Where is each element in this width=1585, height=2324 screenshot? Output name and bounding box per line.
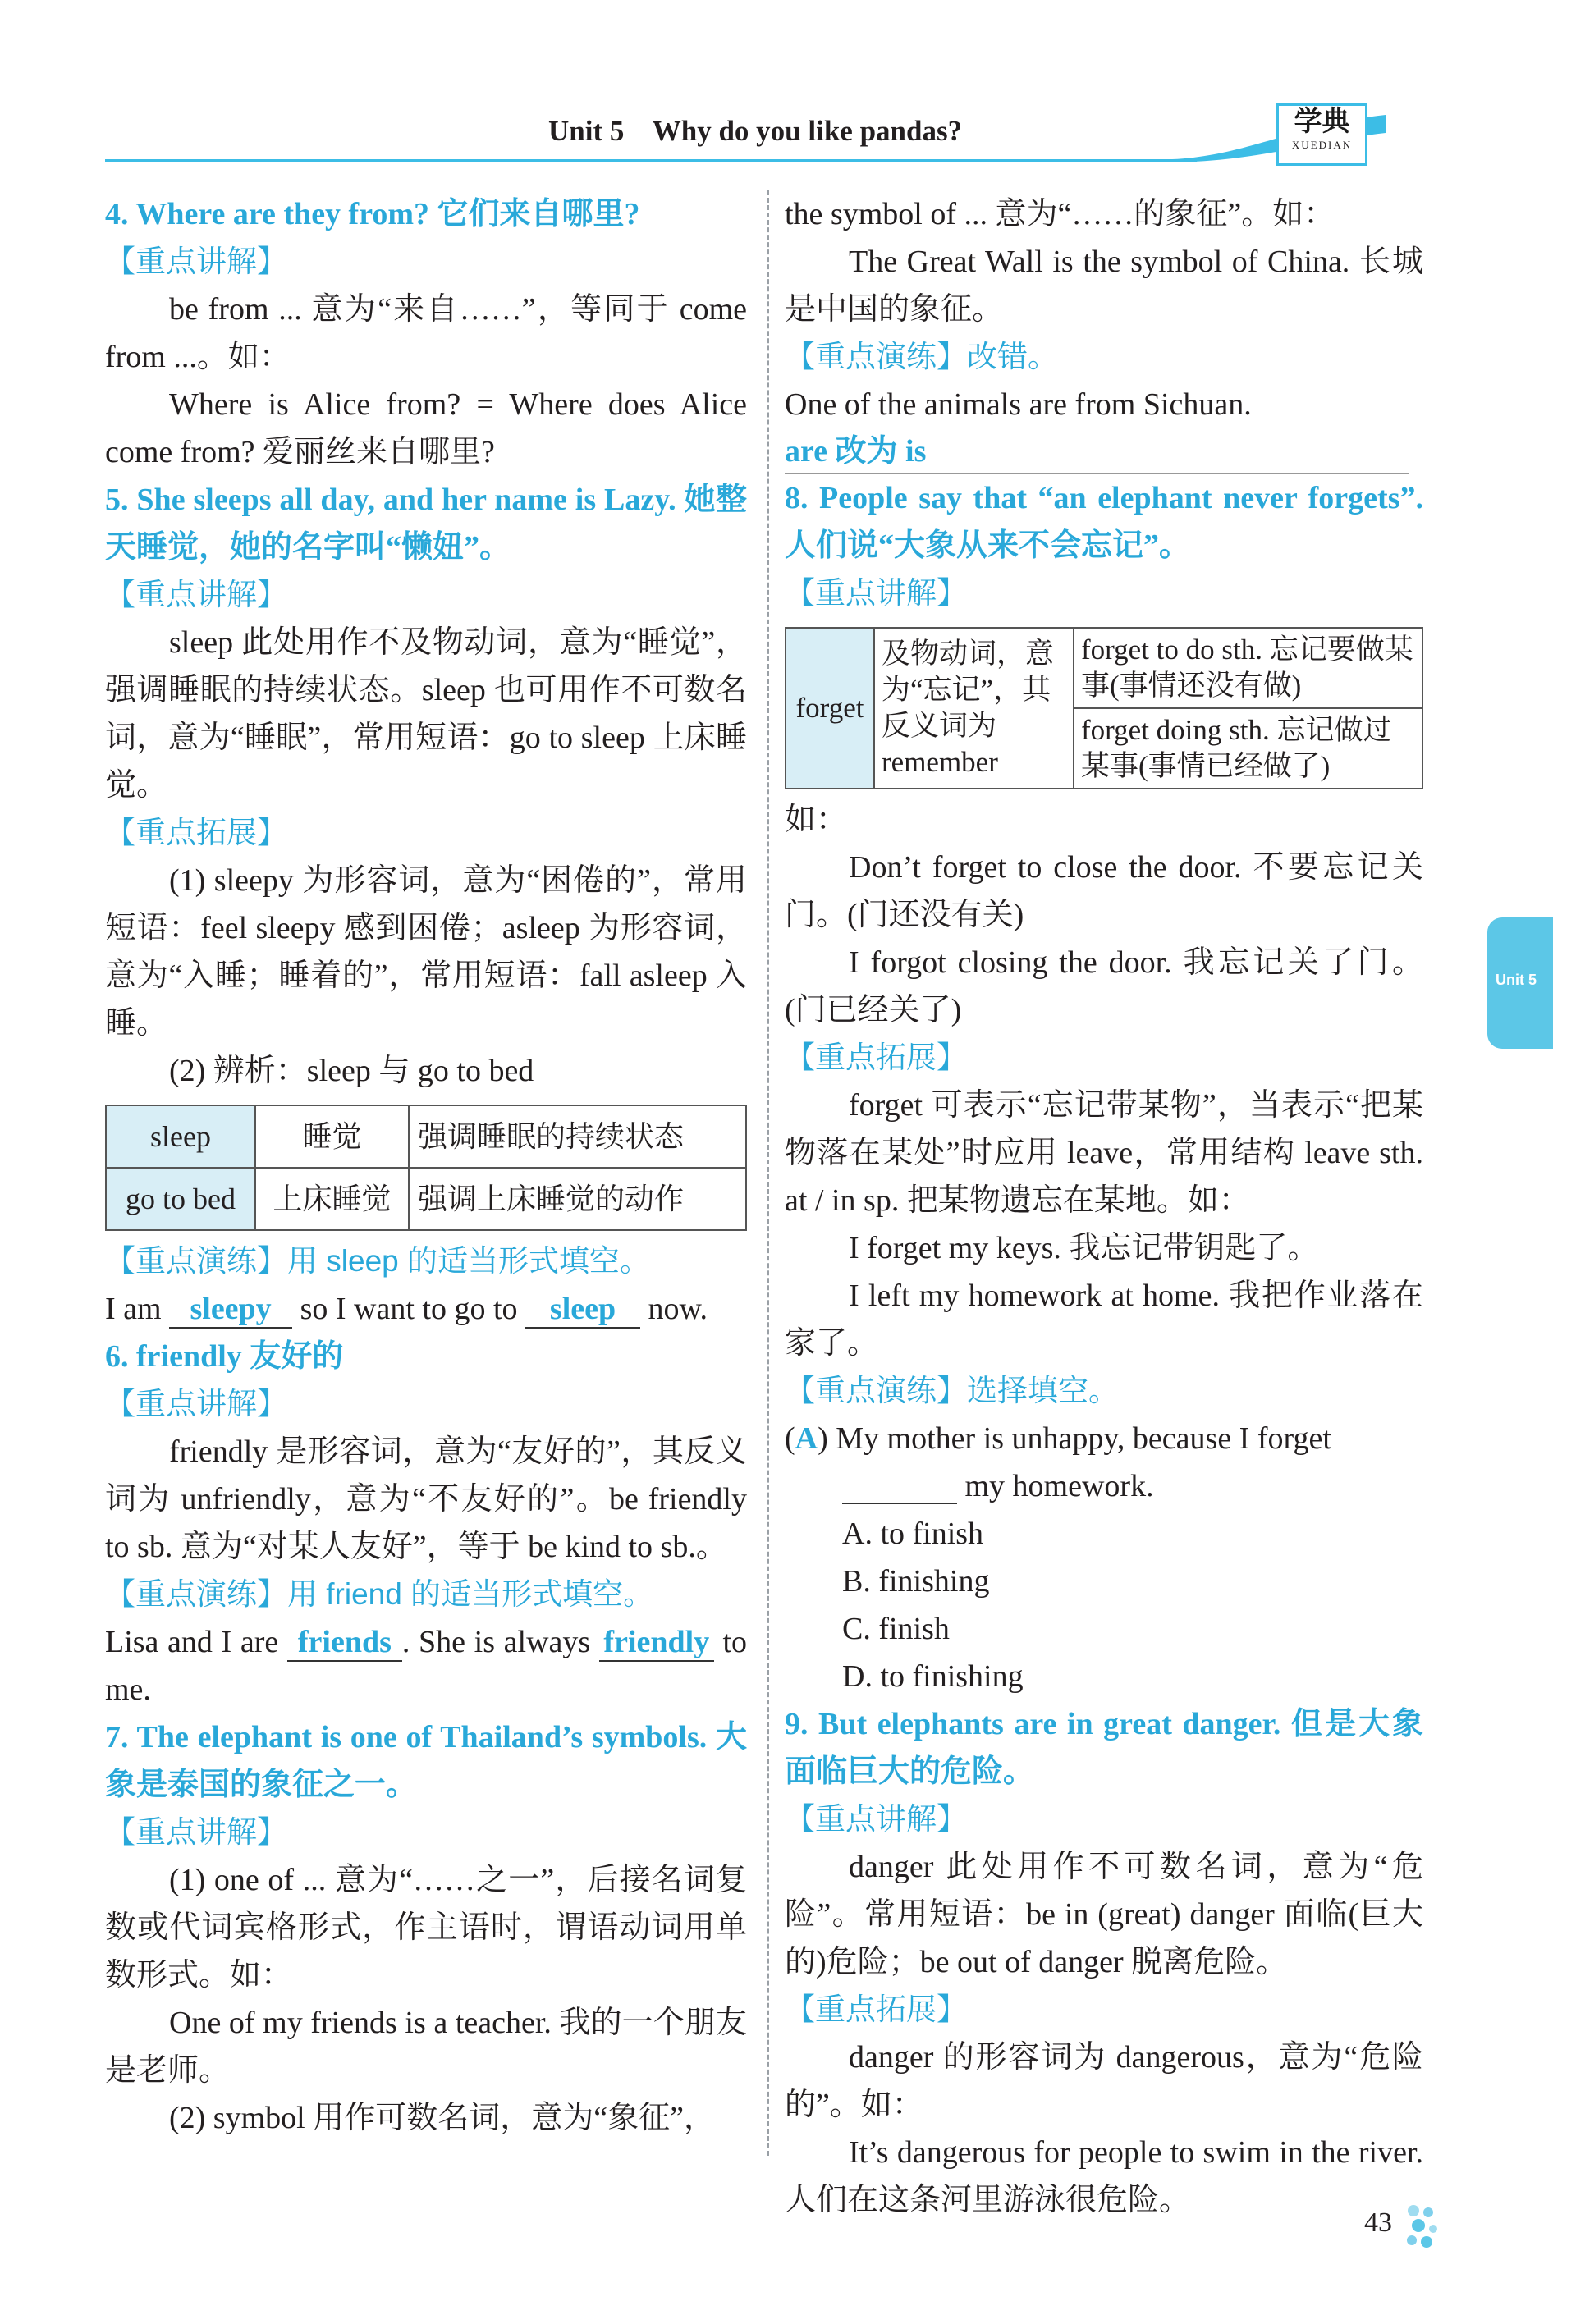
section-tag: 【重点讲解】 bbox=[105, 245, 287, 278]
left-column bbox=[105, 190, 747, 2142]
paragraph: 如： bbox=[785, 803, 848, 837]
paragraph: be from ... 意为“来自……”，等同于 come from ...。如： bbox=[105, 292, 747, 374]
answer-blank: sleep bbox=[525, 1291, 640, 1329]
unit-side-tab: Unit 5 bbox=[1487, 917, 1553, 1049]
paragraph: sleep 此处用作不及物动词，意为“睡觉”，强调睡眠的持续状态。sleep 也可用作不可数名词，意为“睡眠”，常用短语：go to sleep 上床睡觉。 bbox=[105, 625, 747, 803]
section-4-title: 4. Where are they from? 它们来自哪里? bbox=[105, 197, 640, 231]
option: D. to finishing bbox=[842, 1659, 1024, 1694]
example: I forgot closing the door. 我忘记关了门。(门已经关了) bbox=[785, 945, 1423, 1027]
section-8-title: 8. People say that “an elephant never forgets”. 人们说“大象从来不会忘记”。 bbox=[785, 481, 1423, 563]
answer-line: are 改为 is bbox=[785, 430, 1409, 474]
paragraph: forget 可表示“忘记带某物”，当表示“把某物落在某处”时应用 leave，常用结构 leave sth. at / in sp. 把某物遗忘在某地。如： bbox=[785, 1088, 1423, 1218]
paragraph: (2) 辨析：sleep 与 go to bed bbox=[169, 1054, 534, 1088]
unit-title: Unit 5 Why do you like pandas? bbox=[548, 115, 963, 147]
example: Where is Alice from? = Where does Alice come from? 爱丽丝来自哪里? bbox=[105, 387, 747, 469]
paragraph: (2) symbol 用作可数名词，意为“象征”， bbox=[169, 2101, 715, 2135]
option: A. to finish bbox=[842, 1517, 984, 1551]
answer-blank: friends bbox=[287, 1624, 402, 1662]
section-tag: 【重点演练】选择填空。 bbox=[785, 1374, 1119, 1407]
answer-blank: friendly bbox=[599, 1624, 714, 1662]
section-tag: 【重点演练】用 sleep 的适当形式填空。 bbox=[105, 1244, 651, 1278]
table-row: sleep 睡觉 强调睡眠的持续状态 bbox=[106, 1105, 746, 1168]
paragraph: (1) one of ... 意为“……之一”，后接名词复数或代词宾格形式，作主语时，谓语动词用单数形式。如： bbox=[105, 1863, 747, 1992]
answer-blank: sleepy bbox=[169, 1291, 292, 1329]
example: The Great Wall is the symbol of China. 长城是中国的象征。 bbox=[785, 245, 1423, 327]
table-row: forget 及物动词，意为“忘记”，其反义词为 remember forget to do sth. 忘记要做某事(事情还没有做) bbox=[786, 628, 1422, 708]
example: I left my homework at home. 我把作业落在家了。 bbox=[785, 1279, 1423, 1361]
example: Don’t forget to close the door. 不要忘记关门。(门还没有关) bbox=[785, 850, 1423, 932]
option: C. finish bbox=[842, 1612, 950, 1646]
exercise: Lisa and I are friends . She is always friendly to me. bbox=[105, 1625, 748, 1707]
page-header bbox=[105, 112, 1418, 164]
answer-letter: A bbox=[795, 1421, 818, 1456]
section-tag: 【重点讲解】 bbox=[105, 1815, 287, 1849]
forget-table bbox=[785, 627, 1423, 789]
column-divider bbox=[767, 190, 769, 2156]
section-9-title: 9. But elephants are in great danger. 但是大象面临巨大的危险。 bbox=[785, 1707, 1423, 1789]
paragraph: danger 此处用作不可数名词，意为“危险”。常用短语：be in (great) danger 面临(巨大的)危险；be out of danger 脱离危险。 bbox=[785, 1850, 1423, 1979]
table-row: go to bed 上床睡觉 强调上床睡觉的动作 bbox=[106, 1168, 746, 1230]
sleep-comparison-table bbox=[105, 1105, 747, 1231]
example: I forget my keys. 我忘记带钥匙了。 bbox=[849, 1231, 1319, 1265]
section-5-title: 5. She sleeps all day, and her name is Lazy. 她整天睡觉，她的名字叫“懒妞”。 bbox=[105, 483, 747, 565]
section-tag: 【重点讲解】 bbox=[785, 1802, 967, 1836]
section-tag: 【重点拓展】 bbox=[785, 1992, 967, 2026]
right-column bbox=[785, 190, 1423, 2224]
section-tag: 【重点拓展】 bbox=[105, 816, 287, 849]
exercise: I am sleepy so I want to go to sleep now. bbox=[105, 1285, 747, 1333]
section-6-title: 6. friendly 友好的 bbox=[105, 1339, 344, 1374]
exercise: One of the animals are from Sichuan. bbox=[785, 387, 1252, 422]
xuedian-logo: 学典 XUEDIAN bbox=[1276, 103, 1367, 166]
section-tag: 【重点讲解】 bbox=[785, 576, 967, 610]
section-tag: 【重点拓展】 bbox=[785, 1041, 967, 1074]
paragraph: friendly 是形容词，意为“友好的”，其反义词为 unfriendly，意为“不友好的”。be friendly to sb. 意为“对某人友好”，等于 be kind to sb.。 bbox=[105, 1434, 747, 1564]
options bbox=[785, 1510, 1423, 1700]
paragraph: (1) sleepy 为形容词，意为“困倦的”，常用短语：feel sleepy 感到困倦；asleep 为形容词，意为“入睡；睡着的”，常用短语：fall asleep 入睡。 bbox=[105, 863, 747, 1041]
section-tag: 【重点演练】改错。 bbox=[785, 340, 1058, 373]
section-tag: 【重点讲解】 bbox=[105, 1387, 287, 1420]
header-rule bbox=[105, 159, 1197, 162]
example: It’s dangerous for people to swim in the river. 人们在这条河里游泳很危险。 bbox=[785, 2135, 1423, 2217]
option: B. finishing bbox=[842, 1564, 990, 1599]
example: One of my friends is a teacher. 我的一个朋友是老师。 bbox=[105, 2006, 747, 2088]
page-number: 43 bbox=[1364, 2207, 1392, 2238]
paragraph: the symbol of ... 意为“……的象征”。如： bbox=[785, 197, 1335, 231]
table-row: forget doing sth. 忘记做过某事(事情已经做了) bbox=[786, 708, 1422, 789]
choice-question: (A) My mother is unhappy, because I forget my homework. bbox=[785, 1421, 1331, 1503]
decorative-dots bbox=[1395, 2203, 1445, 2252]
section-7-title: 7. The elephant is one of Thailand’s symbols. 大象是泰国的象征之一。 bbox=[105, 1720, 747, 1802]
paragraph: danger 的形容词为 dangerous，意为“危险的”。如： bbox=[785, 2040, 1423, 2122]
section-tag: 【重点演练】用 friend 的适当形式填空。 bbox=[105, 1577, 654, 1611]
section-tag: 【重点讲解】 bbox=[105, 578, 287, 611]
